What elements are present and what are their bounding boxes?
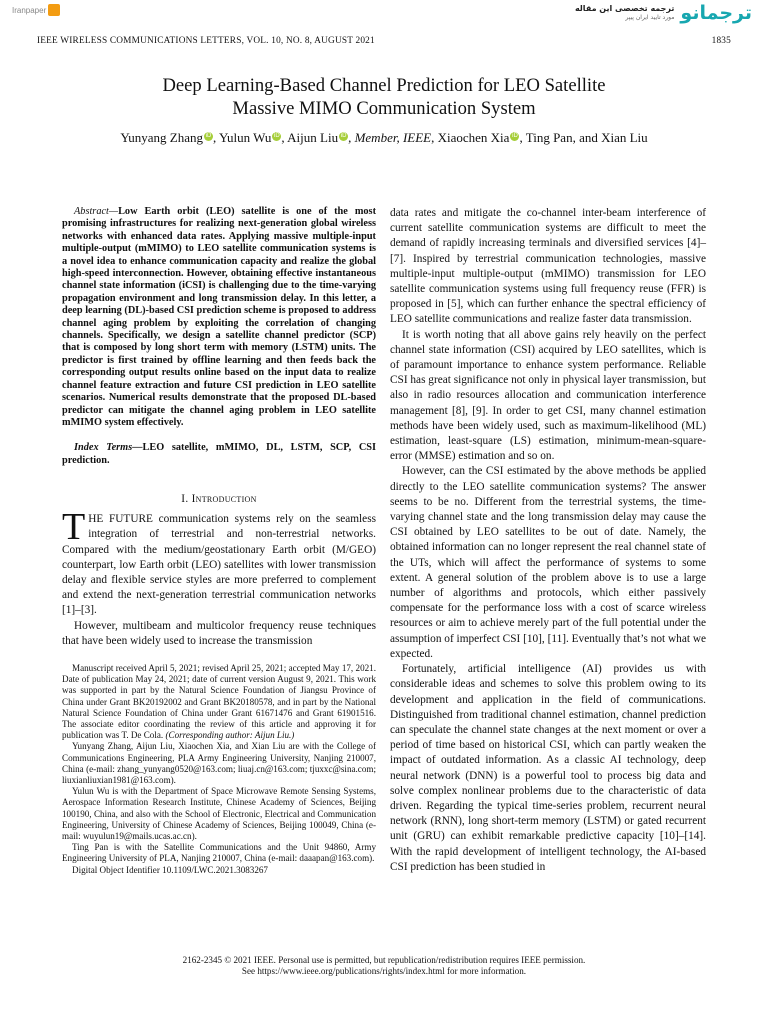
footnotes <box>62 663 376 876</box>
copyright-line-1: 2162-2345 © 2021 IEEE. Personal use is permitted, but republication/redistribution requires IEEE permission. <box>182 955 586 965</box>
index-terms-label: Index Terms— <box>74 442 143 454</box>
paper-title <box>60 74 708 120</box>
intro-paragraph-1-text: HE FUTURE communication systems rely on the seamless integration of terrestrial and non-terrestrial networks. Compared with the medium/geostationary Earth orbit (M/GEO) counterpart, low Earth orbit (LEO) satellites with lower transmission delay and flexible service styles are more preferred to complement and extend the next-generation terrestrial communication networks [1]–[3]. <box>62 513 376 617</box>
author-membership: Member, IEEE <box>354 130 432 145</box>
author-name: Ting Pan, and Xian Liu <box>525 130 648 145</box>
index-terms <box>62 442 376 467</box>
intro-paragraph-2: However, multibeam and multicolor frequency reuse techniques that have been widely used to increase the transmission <box>62 619 376 647</box>
drop-cap: T <box>62 506 86 549</box>
right-paragraph-2: It is worth noting that all above gains rely heavily on the perfect channel state information (CSI) acquired by LEO satellites, which is of paramount importance to enhance system performance. Reliable CSI has great significance not only in physical layer transmission, but also in radio resources allocation and communication interference management [8], [9]. In order to get CSI, many channel estimation methods have been widely used, such as maximum-likelihood (ML) estimation, least-square (LS) estimation, minimum-mean-square-error (MMSE) estimation and so on. <box>390 328 706 463</box>
translation-approval-line: مورد تایید ایران پیپر <box>625 14 675 22</box>
footnote-affiliation-1: Yunyang Zhang, Aijun Liu, Xiaochen Xia, and Xian Liu are with the College of Communications Engineering, PLA Army Engineering University, Nanjing 210007, China (e-mail: zhang_yunyang0520@163.com; liuaj.cn@163.com; tjuxxc@sina.com; liuxianliuxian1981@163.com). <box>62 741 376 785</box>
orcid-icon[interactable]: iD <box>205 133 212 139</box>
section-numeral: I. <box>181 493 192 506</box>
abstract <box>62 206 376 429</box>
title-line-2: Massive MIMO Communication System <box>232 98 536 119</box>
translation-promo-line: ترجمه تخصصی این مقاله <box>574 4 675 14</box>
running-header <box>37 36 731 46</box>
orcid-icon[interactable]: iD <box>512 133 518 139</box>
iranpaper-logo-text: Iranpaper <box>12 5 47 15</box>
left-column <box>62 206 376 876</box>
author-name: Aijun Liu <box>287 130 339 145</box>
right-column <box>390 206 706 875</box>
author-list: Yunyang Zhang iD , Yulun Wu iD , Aijun Liu iD , Member, IEEE, Xiaochen Xia iD , Ting Pan, and Xian Liu <box>120 130 648 145</box>
right-paragraph-3: However, can the CSI estimated by the above methods be applied directly to the LEO satellite communication systems? The answer seems to be no. Different from the terrestrial systems, the time-varying channel state and the long transmission delay may cause the CSI obtained by LEO satellites to be out of date. Namely, the obtained information can no longer represent the real channel state of the UTs, which will affect the performance of systems to some extent. A general solution of the problem above is to use a large number of algorithms and protocols, which either passively compensate for the performance loss with a cost of scarce wireless resources or aim to achieve merely part of the full potential under the assumption of imperfect CSI [10], [11]. Eventually that’s not what we expected. <box>390 465 706 660</box>
footnote-affiliation-2: Yulun Wu is with the Department of Space Microwave Remote Sensing Systems, Aerospace Information Research Institute, Chinese Academy of Sciences, Beijing 100190, China, and also with the School of Electronic, Electrical and Communication Engineering, University of Chinese Academy of Sciences, Beijing 100049, China (e-mail: wuyulun19@mails.ucas.ac.cn). <box>62 786 376 841</box>
author-name: Xiaochen Xia <box>437 130 510 145</box>
footnote-affiliation-3: Ting Pan is with the Satellite Communications and the Unit 94860, Army Engineering University of PLA, Nanjing 210007, China (e-mail: daaapan@163.com). <box>62 842 376 864</box>
intro-paragraph-1 <box>62 506 376 618</box>
iranpaper-logo <box>12 4 60 16</box>
abstract-label: Abstract— <box>74 206 119 217</box>
author-name: Yunyang Zhang <box>120 130 203 145</box>
page-number: 1835 <box>711 36 731 46</box>
right-paragraph-1: data rates and mitigate the co-channel inter-beam interference of current satellite communication systems are difficult to meet the demand of rapidly increasing terminals and diversified services [4]–[7]. Inspired by terrestrial communication technologies, massive multiple-input multiple-output (mMIMO) transmission for LEO satellite communication systems using full frequency reuse (FFR) is proposed in [5], which can further enhance the spectral efficiency of LEO satellite communications and realize faster data transmission. <box>390 207 706 326</box>
section-name: Introduction <box>191 493 257 506</box>
tarjomano-logo <box>575 2 752 24</box>
footnote-doi: Digital Object Identifier 10.1109/LWC.2021.3083267 <box>72 864 268 875</box>
section-heading <box>62 493 376 505</box>
copyright-line-2: See https://www.ieee.org/publications/rights/index.html for more information. <box>241 966 527 977</box>
corresponding-author: (Corresponding author: Aijun Liu.) <box>165 730 295 741</box>
index-terms-text: LEO satellite, mMIMO, DL, LSTM, SCP, CSI prediction. <box>62 442 376 466</box>
footnote-manuscript <box>62 663 376 741</box>
author-name: Yulun Wu <box>219 130 272 145</box>
orcid-icon[interactable]: iD <box>340 133 347 139</box>
orcid-icon[interactable]: iD <box>274 133 280 139</box>
copyright-notice <box>60 955 708 978</box>
right-paragraph-4: Fortunately, artificial intelligence (AI) provides us with considerable ideas and schemes to solve this problem owing to its development and application in the field of communications. Distinguished from traditional channel estimation, channel prediction can speculate the channel state changes at the next moment or over a period of time based on historical CSI, which can partly weaken the impact of outdated information. As a classic AI technology, deep neural network (DNN) is a powerful tool to process big data and solve complex nonlinear problems due to the characteristic of data driven. Regarding the typical time-series problem, recurrent neural network (RNN), long short-term memory (LSTM) or gated recurrent unit (GRU) can exhibit remarkable predictive capacity [10]–[14]. With the rapid development of intelligent technology, the AI-based CSI prediction has been studied in <box>390 663 706 873</box>
tarjomano-brand: ترجمانو <box>680 2 752 24</box>
journal-name: IEEE WIRELESS COMMUNICATIONS LETTERS, VOL. 10, NO. 8, AUGUST 2021 <box>37 36 375 46</box>
abstract-text: Low Earth orbit (LEO) satellite is one of the most promising infrastructures for realizing next-generation global wireless networks with enhanced data rates. Applying massive multiple-input multiple-output (mMIMO) to LEO satellite communication systems is a novel idea to enhance communication capacity and realize the global high-speed interconnection. However, obtaining effective instantaneous channel state information (iCSI) is challenging due to the time-varying propagation environment and long transmission delay. In this letter, a deep learning (DL)-based CSI prediction scheme is proposed to address channel aging problem by exploiting the correlation of changing channels. Specifically, we design a satellite channel predictor (SCP) that is composed by long short term with memory (LSTM) units. The predictor is first trained by offline learning and then feeds back the corresponding output results online based on the input data to realize channel feature extraction and future CSI prediction in LEO satellite scenarios. Numerical results demonstrate that the proposed DL-based predictor can mitigate the channel aging problem in LEO satellite mMIMO system effectively. <box>62 206 376 428</box>
iranpaper-logo-icon <box>48 4 60 16</box>
title-line-1: Deep Learning-Based Channel Prediction for LEO Satellite <box>162 75 606 96</box>
footnote-manuscript-text: Manuscript received April 5, 2021; revised April 25, 2021; accepted May 17, 2021. Date of publication May 24, 2021; date of current version August 9, 2021. This work was supported in part by the Natural Science Foundation of Jiangsu Province of China under Grant BK20192002 and Grant BK20180578, and in part by the National Natural Science Foundation of China under Grant 61671476 and Grant 61901516. The associate editor coordinating the review of this article and approving it for publication was T. De Cola. <box>62 662 376 741</box>
